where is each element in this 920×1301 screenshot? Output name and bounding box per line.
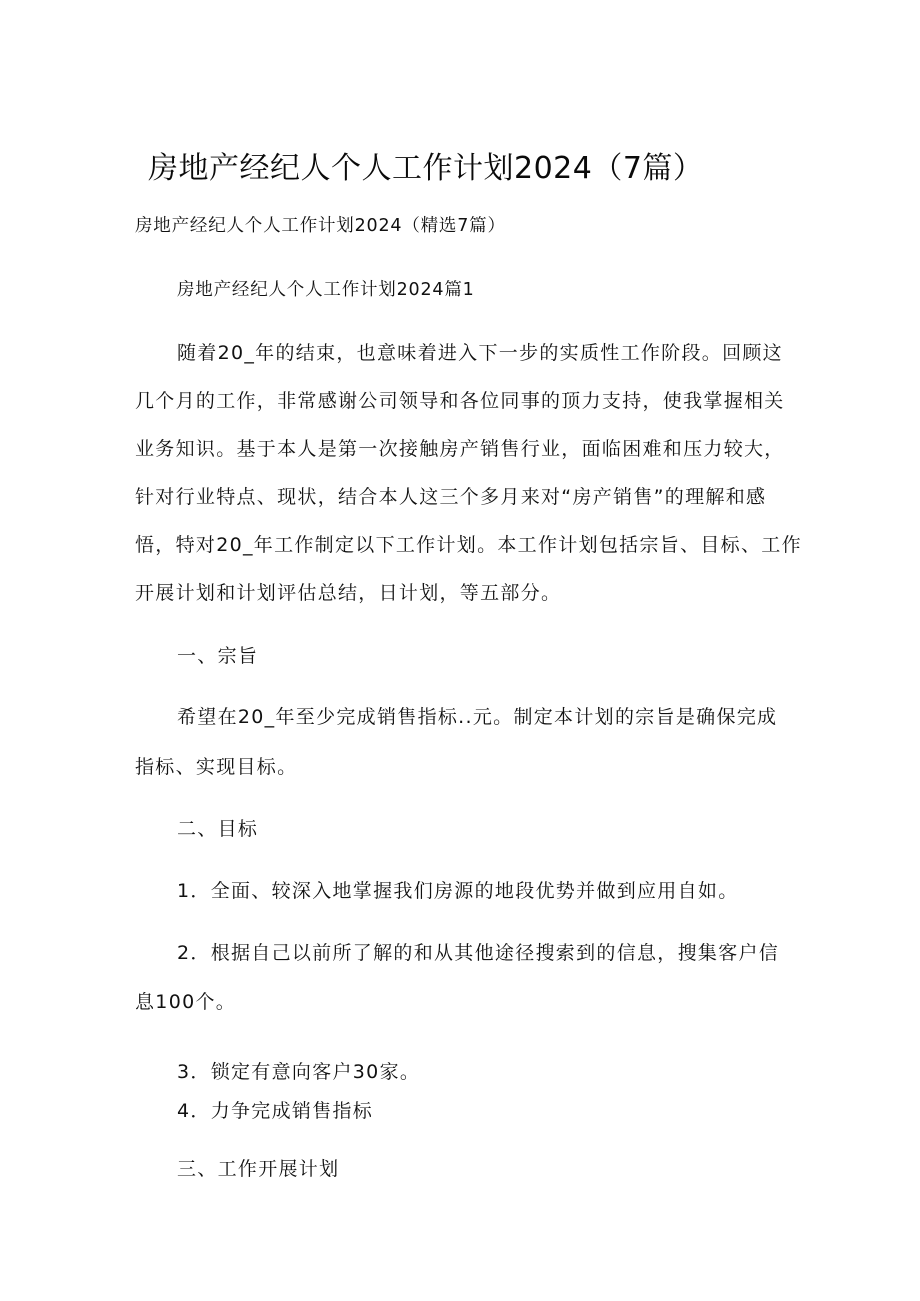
purpose-line-1: 希望在20_年至少完成销售指标..元。制定本计划的宗旨是确保完成 <box>177 706 778 728</box>
goal-4: 4．力争完成销售指标 <box>177 1100 374 1122</box>
purpose-line-2: 指标、实现目标。 <box>135 756 298 778</box>
intro-line-4: 针对行业特点、现状，结合本人这三个多月来对“房产销售”的理解和感 <box>135 486 767 508</box>
intro-line-5: 悟，特对20_年工作制定以下工作计划。本工作计划包括宗旨、目标、工作 <box>135 534 802 556</box>
heading-work-plan: 三、工作开展计划 <box>177 1158 340 1180</box>
heading-goals: 二、目标 <box>177 818 259 840</box>
goal-1: 1．全面、较深入地掌握我们房源的地段优势并做到应用自如。 <box>177 880 739 902</box>
intro-line-2: 几个月的工作，非常感谢公司领导和各位同事的顶力支持，使我掌握相关 <box>135 390 785 412</box>
goal-2-line-1: 2．根据自己以前所了解的和从其他途径搜索到的信息，搜集客户信 <box>177 942 780 964</box>
intro-line-1: 随着20_年的结束，也意味着进入下一步的实质性工作阶段。回顾这 <box>177 342 783 364</box>
intro-line-6: 开展计划和计划评估总结，日计划，等五部分。 <box>135 582 562 604</box>
intro-line-3: 业务知识。基于本人是第一次接触房产销售行业，面临困难和压力较大， <box>135 438 785 460</box>
heading-purpose: 一、宗旨 <box>177 645 259 667</box>
document-title: 房地产经纪人个人工作计划2024（7篇） <box>148 151 704 186</box>
goal-3: 3．锁定有意向客户30家。 <box>177 1061 421 1083</box>
goal-2-line-2: 息100个。 <box>135 991 237 1013</box>
section-heading: 房地产经纪人个人工作计划2024篇1 <box>177 280 475 300</box>
document-subtitle: 房地产经纪人个人工作计划2024（精选7篇） <box>135 216 506 236</box>
